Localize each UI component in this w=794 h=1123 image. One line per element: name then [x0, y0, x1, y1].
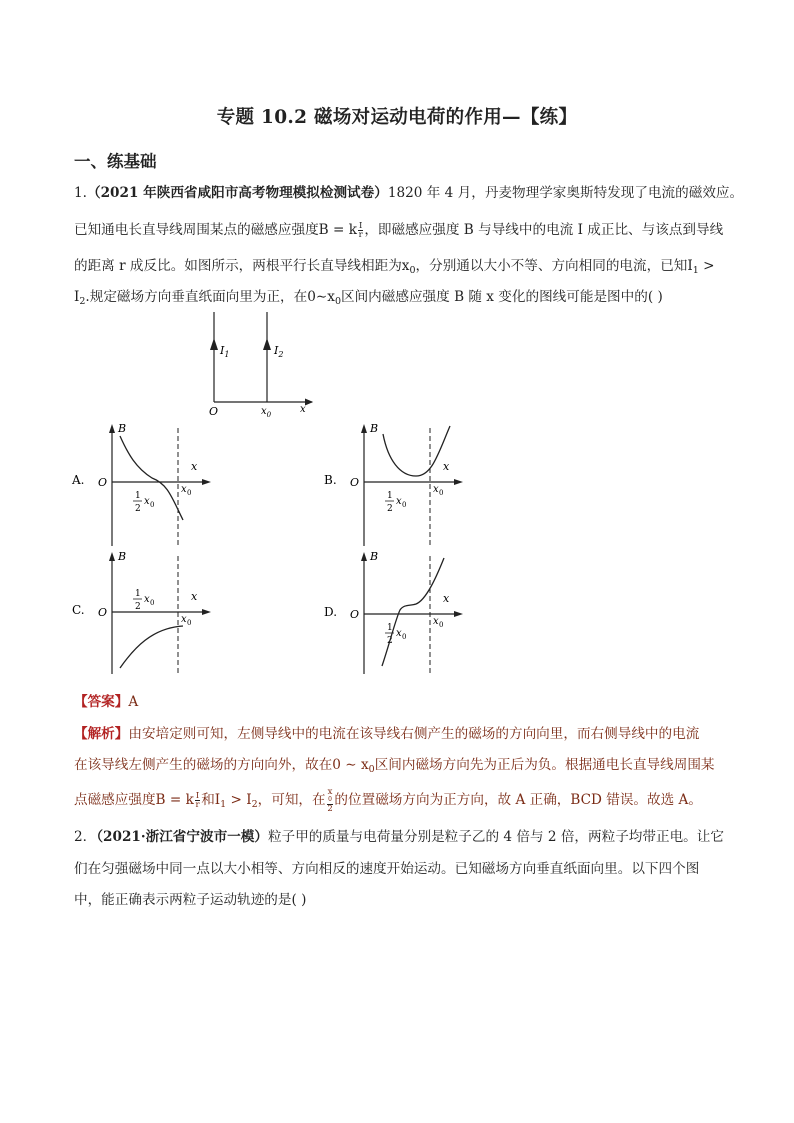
y-axis-arrow-icon [109, 424, 115, 433]
subscript: 0 [328, 796, 332, 803]
subscript: 1 [220, 799, 227, 810]
origin-label: O [98, 606, 108, 619]
origin-label: O [350, 608, 360, 621]
q1-text-1: 1820 年 4 月，丹麦物理学家奥斯特发现了电流的磁效应。 [387, 185, 744, 201]
current-label-1: $I_1$ [220, 344, 230, 359]
section-heading: 一、练基础 [74, 152, 157, 171]
half-x0-label: x [144, 594, 150, 605]
subscript: 0 [150, 501, 155, 509]
q2-text-2: 们在匀强磁场中同一点以大小相等、方向相反的速度开始运动。已知磁场方向垂直纸面向里。以下四个图 [74, 861, 700, 877]
subscript: 0 [402, 633, 407, 641]
option-letter: D. [324, 605, 338, 619]
answer-value: A [128, 694, 139, 710]
fraction-denominator: r [358, 230, 363, 240]
field-curve [120, 626, 183, 668]
analysis-text-3a: 点磁感应强度B = k [74, 792, 194, 808]
y-axis-label: B [370, 422, 379, 435]
q2-line-3 [74, 890, 306, 910]
subscript: 1 [692, 265, 699, 276]
q1-text-4b: .规定磁场方向垂直纸面向里为正，在0∼x [85, 289, 335, 305]
q1-text-3a: 的距离 r 成反比。如图所示，两根平行长直导线相距为x [74, 258, 410, 274]
subscript: 2 [251, 799, 258, 810]
current-arrow-2-icon [263, 338, 271, 350]
analysis-line-3 [74, 788, 702, 815]
option-letter: A. [72, 473, 85, 487]
page-title: 专题 10.2 磁场对运动电荷的作用—【练】 [216, 107, 578, 128]
half-denominator: 2 [387, 636, 393, 646]
subscript: 0 [368, 764, 375, 775]
x-axis-arrow-icon [202, 609, 211, 615]
current-arrow-1-icon [210, 338, 218, 350]
field-curve [383, 426, 450, 476]
field-curve [382, 558, 444, 666]
y-axis-label: B [118, 550, 127, 563]
q1-text-3c: > [698, 258, 715, 274]
fraction-numerator: I [195, 791, 200, 801]
fraction-denominator: r [195, 800, 200, 810]
x-axis-label: x [191, 590, 198, 603]
origin-label: O [98, 476, 108, 489]
half-numerator: 1 [135, 491, 141, 501]
q1-text-4a: I [74, 289, 80, 305]
q1-text-3b: ，分别通以大小不等、方向相同的电流，已知I [415, 258, 693, 274]
q2-text-1: 粒子甲的质量与电荷量分别是粒子乙的 4 倍与 2 倍，两粒子均带正电。让它 [267, 829, 724, 845]
half-numerator: 1 [387, 491, 393, 501]
subscript: 0 [187, 619, 192, 627]
x-axis-label: x [443, 592, 450, 605]
q1-text-4c: 区间内磁感应强度 B 随 x 变化的图线可能是图中的( ) [341, 289, 663, 305]
q1-line-1 [74, 183, 743, 203]
option-graph-d [320, 548, 470, 678]
subscript: 0 [402, 501, 407, 509]
x-axis-label: x [191, 460, 198, 473]
x-symbol: x [327, 787, 333, 797]
x-axis-label: x [443, 460, 450, 473]
half-denominator: 2 [135, 504, 141, 514]
half-numerator: 1 [387, 623, 393, 633]
x-axis-arrow-icon [454, 611, 463, 617]
answer-line [74, 692, 138, 712]
fraction-denominator: 2 [327, 804, 333, 814]
subscript: 0 [439, 621, 444, 629]
y-axis-label: B [118, 422, 127, 435]
x-axis-arrow-icon [454, 479, 463, 485]
analysis-label: 【解析】 [74, 726, 129, 742]
q2-text-3: 中，能正确表示两粒子运动轨迹的是( ) [74, 892, 307, 908]
wires-diagram [200, 308, 330, 420]
q2-line-2 [74, 859, 699, 879]
half-numerator: 1 [135, 589, 141, 599]
x0-label: x [181, 614, 187, 625]
subscript: 0 [150, 599, 155, 607]
analysis-text-2a: 在该导线左侧产生的磁场的方向向外，故在0 ∼ x [74, 757, 369, 773]
x0-label: x [433, 484, 439, 495]
analysis-text-1: 由安培定则可知，左侧导线中的电流在该导线右侧产生的磁场的方向向里，而右侧导线中的电流 [128, 726, 700, 742]
q2-source: （2021·浙江省宁波市一模） [96, 829, 268, 845]
x0-label: x [433, 616, 439, 627]
x0-label: $x_0$ [261, 406, 272, 419]
option-graph-a [68, 420, 218, 550]
x-axis-arrow-icon [202, 479, 211, 485]
analysis-fraction-x0-half [327, 788, 334, 813]
y-axis-arrow-icon [361, 424, 367, 433]
answer-label: 【答案】 [74, 694, 129, 710]
half-x0-label: x [144, 496, 150, 507]
y-axis-arrow-icon [109, 552, 115, 561]
y-axis-arrow-icon [361, 552, 367, 561]
half-denominator: 2 [387, 504, 393, 514]
subscript: 0 [334, 296, 341, 307]
subscript: 2 [79, 296, 86, 307]
option-graph-c [68, 548, 218, 678]
q1-number: 1. [74, 185, 87, 201]
q1-text-2b: ，即磁感应强度 B 与导线中的电流 I 成正比、与该点到导线 [364, 222, 724, 238]
x0-label: x [181, 484, 187, 495]
subscript: 0 [409, 265, 416, 276]
analysis-text-3d: ，可知，在 [257, 792, 326, 808]
half-denominator: 2 [135, 602, 141, 612]
analysis-text-2b: 区间内磁场方向先为正后为负。根据通电长直导线周围某 [374, 757, 715, 773]
origin-label: O [350, 476, 360, 489]
current-label-2: $I_2$ [274, 344, 284, 359]
q1-line-4 [74, 287, 663, 312]
analysis-text-3b: 和I [201, 792, 221, 808]
q1-line-3 [74, 256, 715, 281]
q2-line-1 [74, 827, 724, 847]
q1-text-2a: 已知通电长直导线周围某点的磁感应强度B = k [74, 222, 357, 238]
q1-line-2 [74, 220, 723, 240]
analysis-text-3c: > I [226, 792, 252, 808]
fraction-numerator [327, 788, 334, 805]
half-x0-label: x [396, 628, 402, 639]
subscript: 0 [439, 489, 444, 497]
subscript: 0 [187, 489, 192, 497]
origin-label: O [209, 405, 219, 418]
analysis-line-1 [74, 724, 699, 744]
q1-formula-fraction [358, 222, 363, 239]
analysis-text-3e: 的位置磁场方向为正方向，故 A 正确，BCD 错误。故选 A。 [334, 792, 702, 808]
q1-source: （2021 年陕西省咸阳市高考物理模拟检测试卷） [86, 185, 388, 201]
analysis-line-2 [74, 755, 715, 780]
q2-number: 2． [74, 829, 97, 845]
fraction-numerator: I [358, 221, 363, 231]
x-axis-label: x [300, 404, 306, 415]
option-graph-b [320, 420, 470, 550]
half-x0-label: x [396, 496, 402, 507]
analysis-fraction-ir [195, 792, 200, 809]
y-axis-label: B [370, 550, 379, 563]
option-letter: B. [324, 473, 337, 487]
option-letter: C. [72, 603, 85, 617]
